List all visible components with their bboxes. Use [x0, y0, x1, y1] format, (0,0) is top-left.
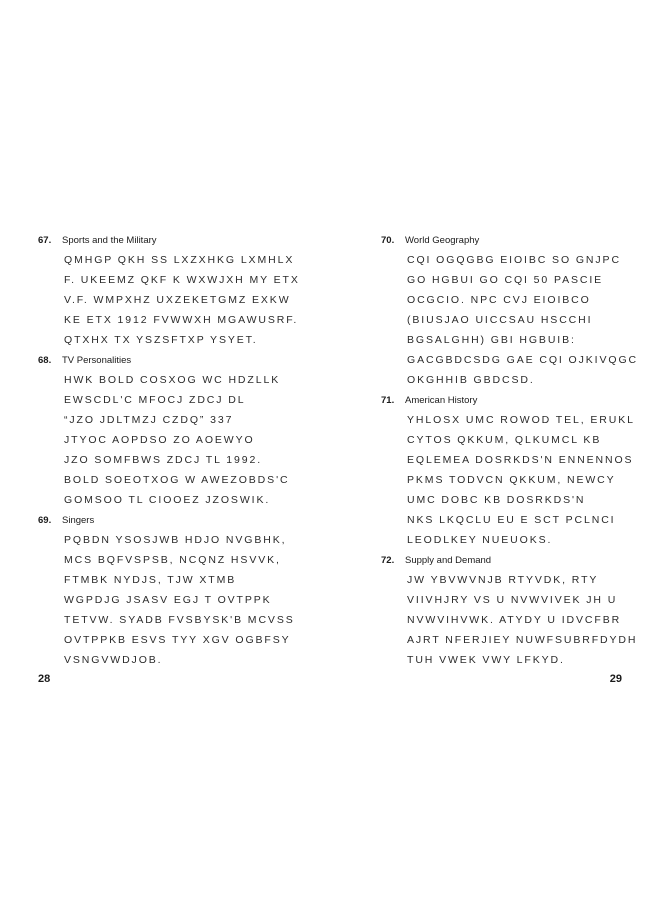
puzzle-title: Singers: [62, 514, 95, 526]
cipher-line: OCGCIO. NPC CVJ EIOIBCO: [407, 294, 591, 306]
cipher-line: TETVW. SYADB FVSBYSK'B MCVSS: [64, 614, 295, 626]
cipher-line: BOLD SOEOTXOG W AWEZOBDS'C: [64, 474, 290, 486]
cipher-line: FTMBK NYDJS, TJW XTMB: [64, 574, 237, 586]
puzzle-70: [381, 230, 651, 390]
cipher-line: CYTOS QKKUM, QLKUMCL KB: [407, 434, 602, 446]
cipher-line: YHLOSX UMC ROWOD TEL, ERUKL: [407, 414, 635, 426]
cipher-line: QTXHX TX YSZSFTXP YSYET.: [64, 334, 258, 346]
puzzle-title: Supply and Demand: [405, 554, 492, 566]
puzzle-title: World Geography: [405, 234, 480, 246]
cipher-line: OKGHHIB GBDCSD.: [407, 374, 535, 386]
cipher-line: PQBDN YSOSJWB HDJO NVGBHK,: [64, 534, 287, 546]
cipher-line: UMC DOBC KB DOSRKDS'N: [407, 494, 586, 506]
cipher-line: WGPDJG JSASV EGJ T OVTPPK: [64, 594, 272, 606]
cipher-line: V.F. WMPXHZ UXZEKETGMZ EXKW: [64, 294, 291, 306]
cipher-line: JW YBVWVNJB RTYVDK, RTY: [407, 574, 599, 586]
puzzle-header: [381, 390, 651, 410]
cipher-line: EQLEMEA DOSRKDS'N ENNENNOS: [407, 454, 634, 466]
cipher-line: GO HGBUI GO CQI 50 PASCIE: [407, 274, 604, 286]
cipher-line: CQI OGQGBG EIOIBC SO GNJPC: [407, 254, 621, 266]
puzzle-title: Sports and the Military: [62, 234, 157, 246]
cipher-line: TUH VWEK VWY LFKYD.: [407, 654, 565, 666]
puzzle-header: [38, 350, 328, 370]
puzzle-number: 72.: [381, 554, 395, 566]
cipher-line: NVWVIHVWK. ATYDY U IDVCFBR: [407, 614, 622, 626]
cipher-line: GACGBDCSDG GAE CQI OJKIVQGC: [407, 354, 638, 366]
cipher-line: BGSALGHH) GBI HGBUIB:: [407, 334, 576, 346]
cipher-line: KE ETX 1912 FVWWXH MGAWUSRF.: [64, 314, 299, 326]
cipher-line: EWSCDL'C MFOCJ ZDCJ DL: [64, 394, 246, 406]
puzzle-number: 69.: [38, 514, 52, 526]
cipher-line: “JZO JDLTMZJ CZDQ” 337: [64, 414, 234, 426]
puzzle-number: 68.: [38, 354, 52, 366]
cipher-line: JTYOC AOPDSO ZO AOEWYO: [64, 434, 255, 446]
cipher-line: F. UKEEMZ QKF K WXWJXH MY ETX: [64, 274, 300, 286]
cipher-line: AJRT NFERJIEY NUWFSUBRFDYDH: [407, 634, 638, 646]
cipher-line: (BIUSJAO UICCSAU HSCCHI: [407, 314, 593, 326]
puzzle-71: [381, 390, 651, 550]
cipher-line: LEODLKEY NUEUOKS.: [407, 534, 553, 546]
right-page-column: [381, 230, 651, 670]
puzzle-header: [381, 230, 651, 250]
cipher-line: JZO SOMFBWS ZDCJ TL 1992.: [64, 454, 263, 466]
puzzle-title: TV Personalities: [62, 354, 132, 366]
puzzle-67: [38, 230, 328, 350]
left-page-column: [38, 230, 328, 670]
cipher-line: HWK BOLD COSXOG WC HDZLLK: [64, 374, 281, 386]
puzzle-header: [381, 550, 651, 570]
cipher-line: QMHGP QKH SS LXZXHKG LXMHLX: [64, 254, 295, 266]
cipher-line: VSNGVWDJOB.: [64, 654, 163, 666]
puzzle-number: 71.: [381, 394, 395, 406]
cipher-line: MCS BQFVSPSB, NCQNZ HSVVK,: [64, 554, 281, 566]
puzzle-header: [38, 510, 328, 530]
puzzle-72: [381, 550, 651, 670]
puzzle-number: 70.: [381, 234, 395, 246]
page-number-left: 28: [38, 673, 51, 685]
puzzle-68: [38, 350, 328, 510]
cipher-line: GOMSOO TL CIOOEZ JZOSWIK.: [64, 494, 271, 506]
cipher-line: OVTPPKB ESVS TYY XGV OGBFSY: [64, 634, 291, 646]
cipher-line: NKS LKQCLU EU E SCT PCLNCI: [407, 514, 616, 526]
page-number-right: 29: [609, 673, 622, 685]
puzzle-69: [38, 510, 328, 670]
cipher-line: PKMS TODVCN QKKUM, NEWCY: [407, 474, 616, 486]
puzzle-header: [38, 230, 328, 250]
puzzle-title: American History: [405, 394, 478, 406]
puzzle-number: 67.: [38, 234, 52, 246]
cipher-line: VIIVHJRY VS U NVWVIVEK JH U: [407, 594, 618, 606]
